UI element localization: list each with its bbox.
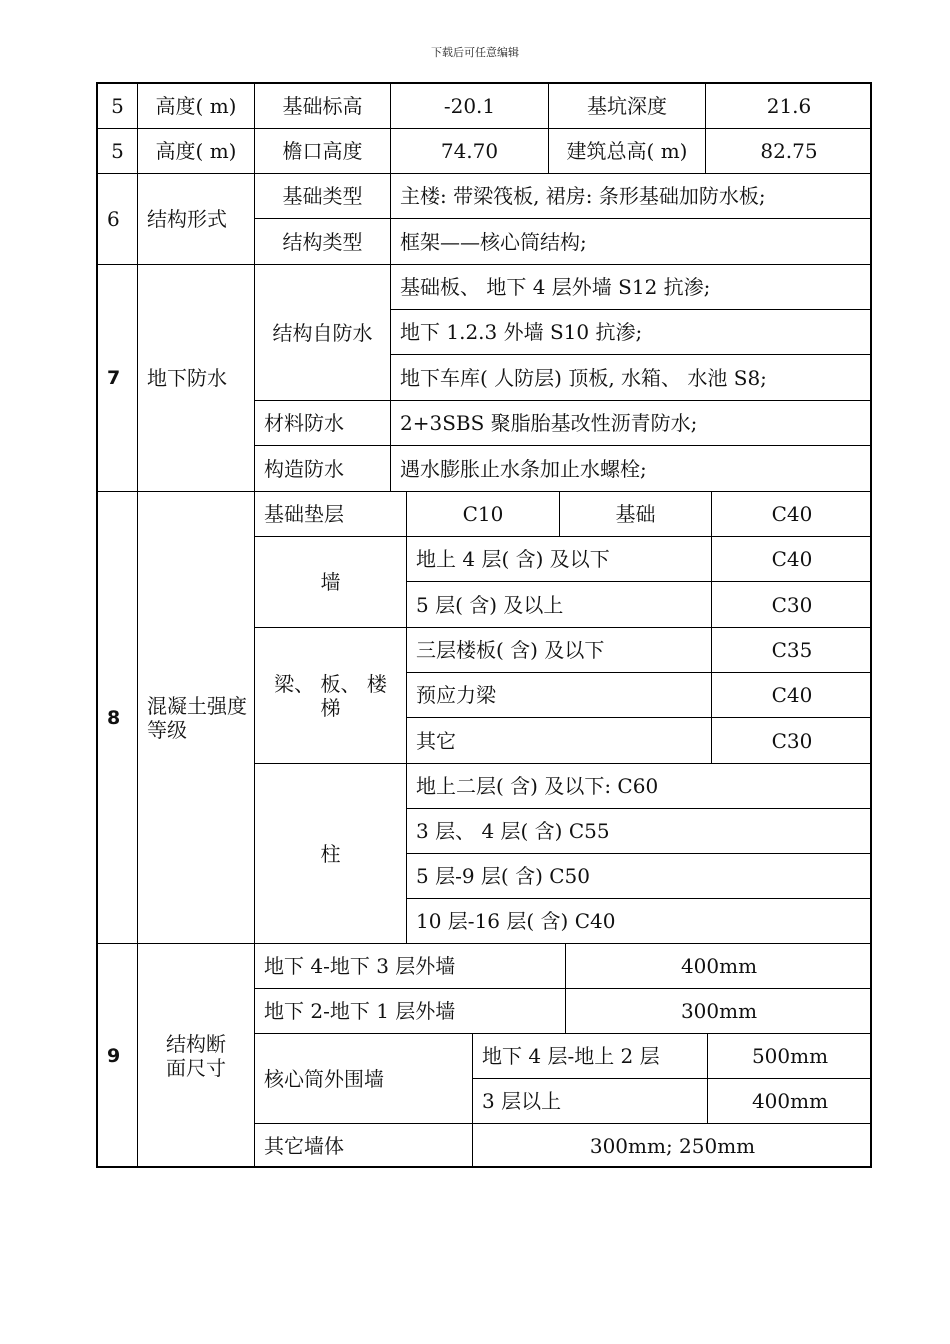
structure-table [96, 82, 872, 1168]
cell-value: 2+3SBS 聚脂胎基改性沥青防水; [391, 401, 872, 446]
cell-value: 遇水膨胀止水条加止水螺栓; [391, 446, 872, 492]
row-number: 5 [98, 129, 138, 174]
cell-key: 地上 4 层( 含) 及以下 [407, 537, 712, 582]
sub-label: 构造防水 [255, 446, 391, 492]
cell-key: 3 层以上 [473, 1079, 708, 1124]
sub-label: 核心筒外围墙 [255, 1034, 473, 1124]
cell-key: 其它墙体 [255, 1124, 473, 1168]
cell-value: C40 [712, 537, 872, 582]
cell-key: 基础 [560, 492, 712, 537]
sub-label: 结构自防水 [255, 265, 391, 401]
row-number: 5 [98, 84, 138, 129]
cell-value: 82.75 [706, 129, 872, 174]
cell-value: 500mm [708, 1034, 872, 1079]
sub-label: 柱 [255, 764, 407, 944]
cell-value: C40 [712, 492, 872, 537]
cell-value: 74.70 [391, 129, 549, 174]
cell-value: 3 层、 4 层( 含) C55 [407, 809, 872, 854]
sub-label: 梁、 板、 楼梯 [255, 628, 407, 764]
cell-value: 5 层-9 层( 含) C50 [407, 854, 872, 899]
cell-value: C35 [712, 628, 872, 673]
cell-value: 400mm [708, 1079, 872, 1124]
cell-value: C30 [712, 718, 872, 764]
cell-value: C10 [407, 492, 560, 537]
cell-value: 10 层-16 层( 含) C40 [407, 899, 872, 944]
cell-key: 建筑总高( m) [549, 129, 706, 174]
cell-key: 基坑深度 [549, 84, 706, 129]
section-label: 混凝土强度等级 [138, 492, 255, 944]
cell-value: 300mm [566, 989, 872, 1034]
cell-value: 400mm [566, 944, 872, 989]
section-label: 结构形式 [138, 174, 255, 265]
cell-value: 21.6 [706, 84, 872, 129]
cell-key: 结构类型 [255, 219, 391, 265]
section-label: 结构断面尺寸 [138, 944, 255, 1168]
sub-label: 墙 [255, 537, 407, 628]
row-number: 7 [98, 265, 138, 492]
cell-key: 其它 [407, 718, 712, 764]
cell-value: 地下 1.2.3 外墙 S10 抗渗; [391, 310, 872, 355]
cell-value: 地下车库( 人防层) 顶板, 水箱、 水池 S8; [391, 355, 872, 401]
row-number: 8 [98, 492, 138, 944]
cell-key: 地下 2-地下 1 层外墙 [255, 989, 566, 1034]
cell-key: 预应力梁 [407, 673, 712, 718]
cell-key: 基础标高 [255, 84, 391, 129]
page-header: 下载后可任意编辑 [431, 46, 519, 59]
cell-key: 地下 4 层-地上 2 层 [473, 1034, 708, 1079]
row-number: 9 [98, 944, 138, 1168]
cell-key: 5 层( 含) 及以上 [407, 582, 712, 628]
row-number: 6 [98, 174, 138, 265]
cell-value: 地上二层( 含) 及以下: C60 [407, 764, 872, 809]
cell-key: 地下 4-地下 3 层外墙 [255, 944, 566, 989]
cell-key: 基础垫层 [255, 492, 407, 537]
cell-key: 檐口高度 [255, 129, 391, 174]
cell-value: 基础板、 地下 4 层外墙 S12 抗渗; [391, 265, 872, 310]
sub-label: 材料防水 [255, 401, 391, 446]
row-label: 高度( m) [138, 84, 255, 129]
cell-key: 三层楼板( 含) 及以下 [407, 628, 712, 673]
cell-value: 300mm; 250mm [589, 1134, 756, 1158]
section-label: 地下防水 [138, 265, 255, 492]
cell-value: C40 [712, 673, 872, 718]
cell-value: -20.1 [391, 84, 549, 129]
row-label: 高度( m) [138, 129, 255, 174]
cell-value: 框架——核心筒结构; [391, 219, 872, 265]
cell-value: C30 [712, 582, 872, 628]
cell-key: 基础类型 [255, 174, 391, 219]
cell-value: 主楼: 带梁筏板, 裙房: 条形基础加防水板; [391, 174, 872, 219]
